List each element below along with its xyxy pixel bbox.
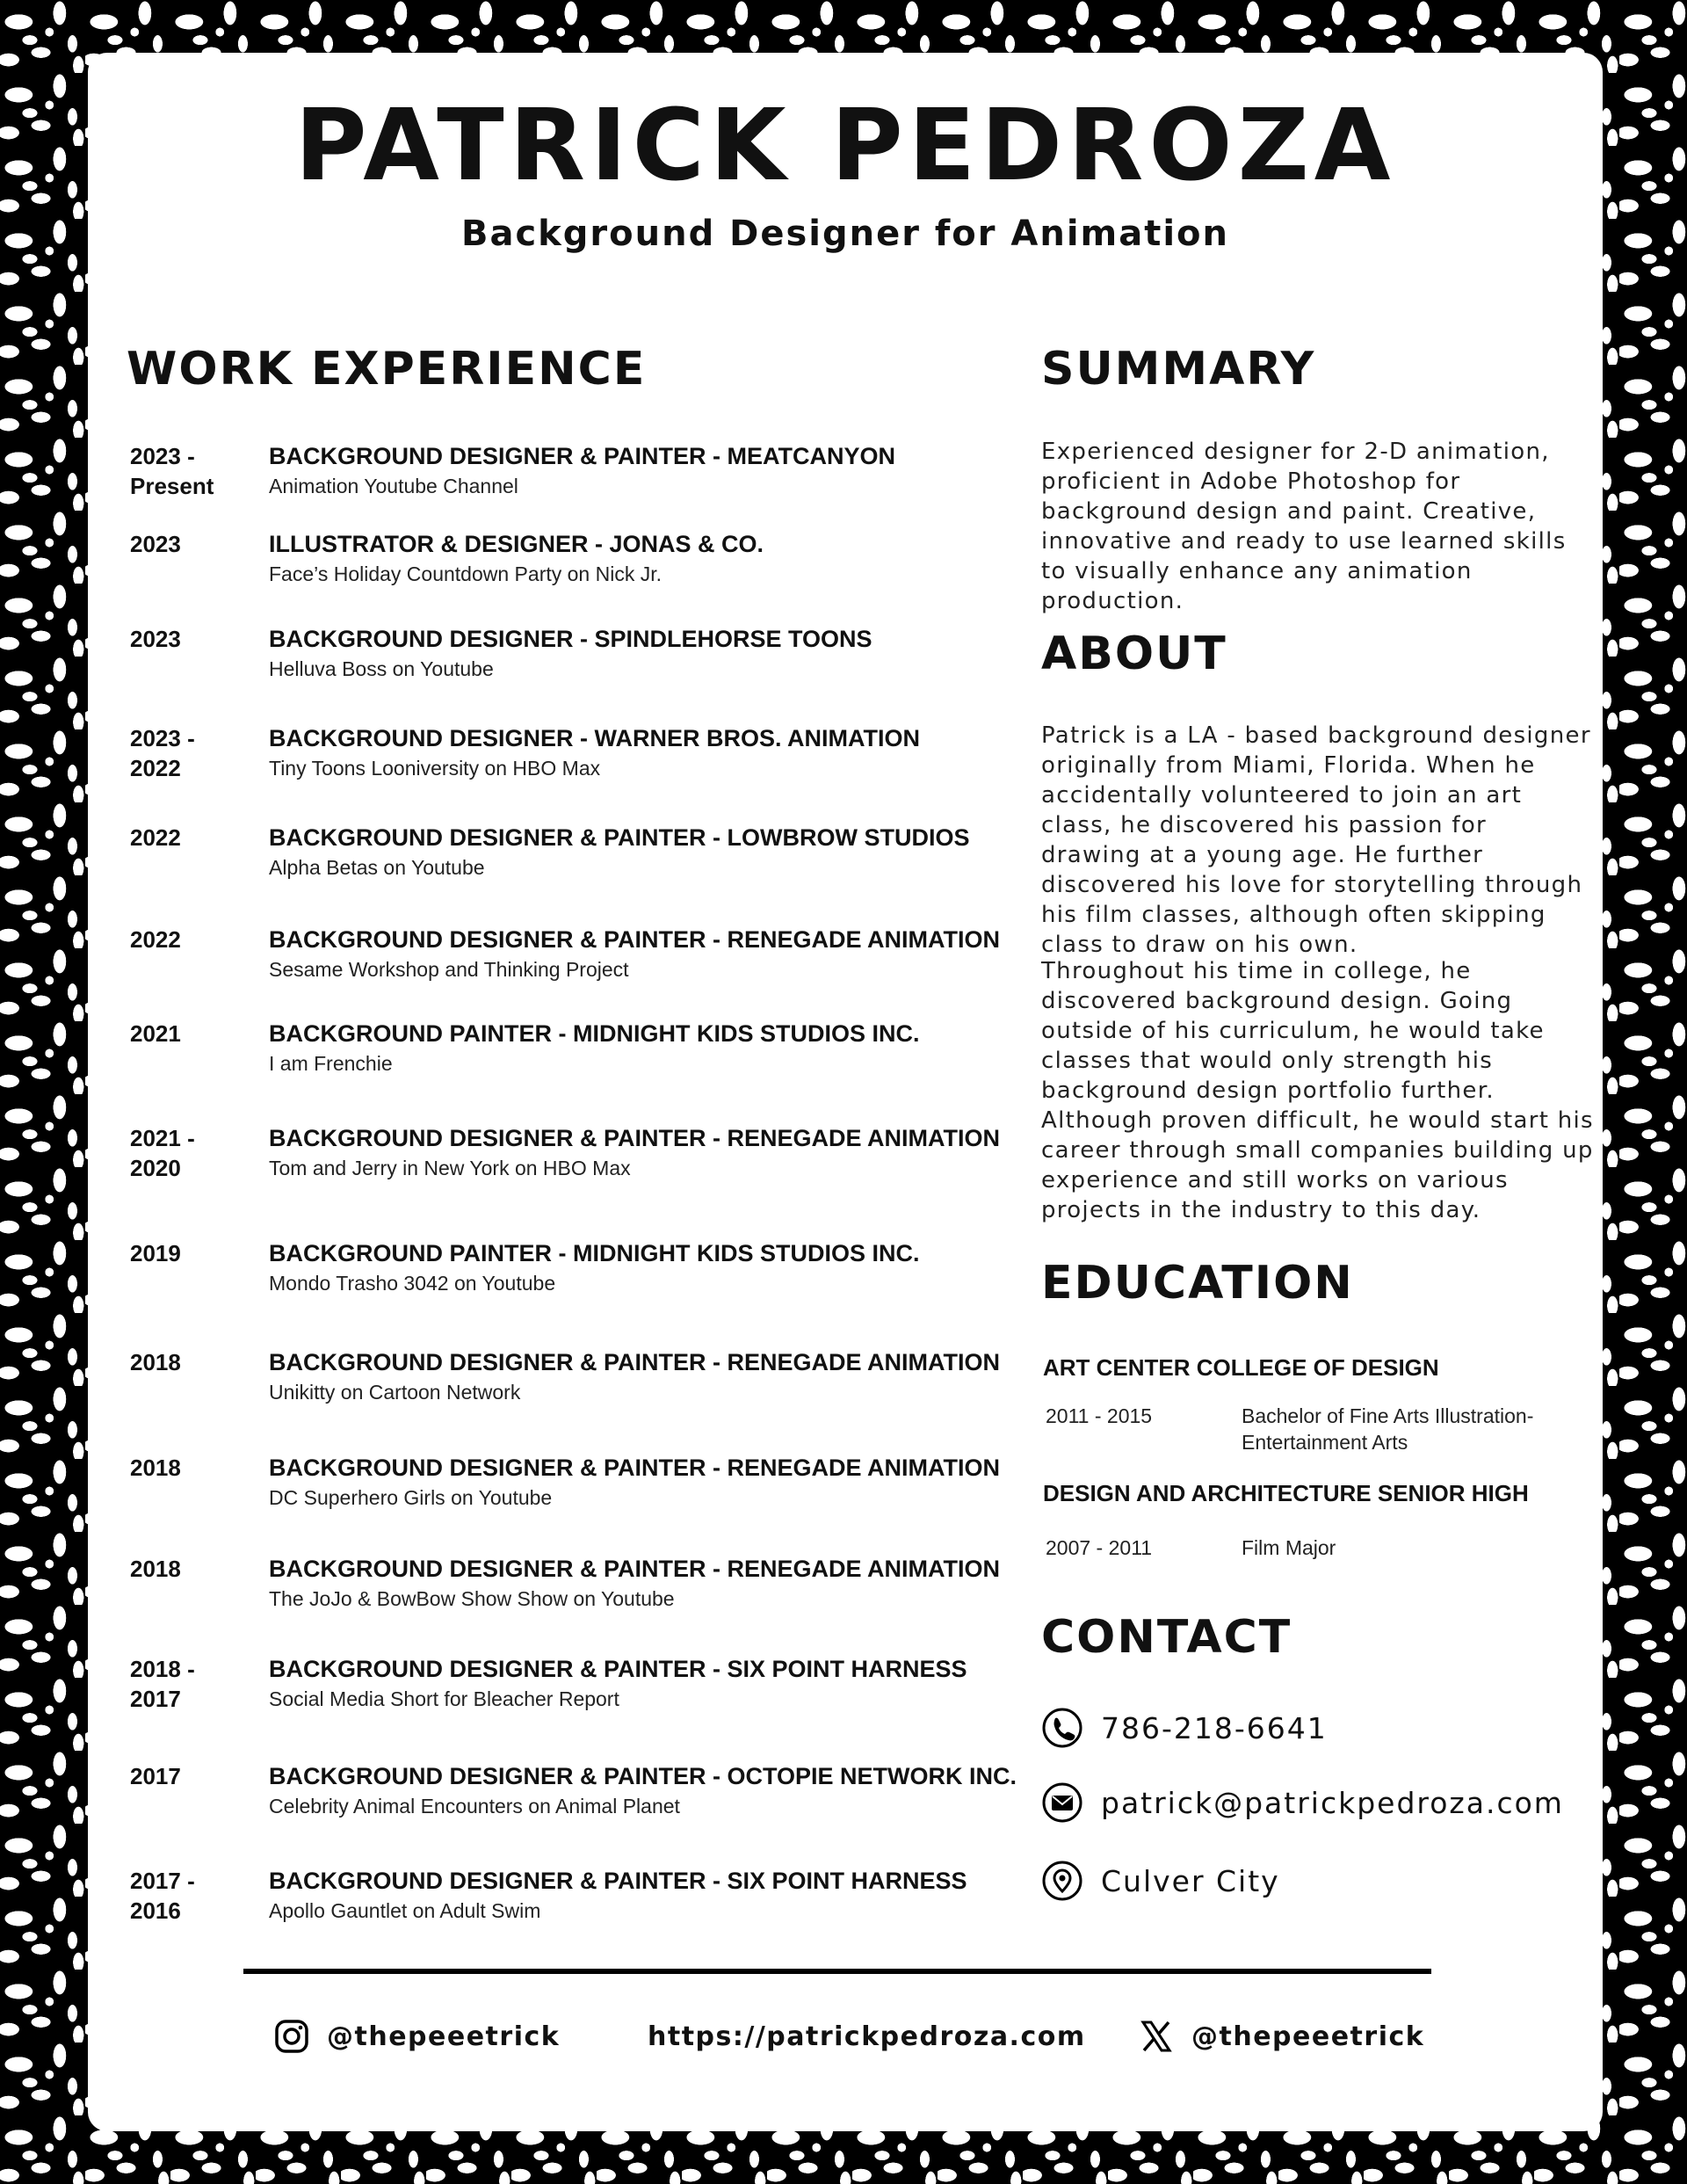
footer-x[interactable] xyxy=(1139,2015,1424,2057)
resume-page xyxy=(88,53,1603,2131)
job-project: Face’s Holiday Countdown Party on Nick Jr. xyxy=(269,562,662,585)
job-role: BACKGROUND PAINTER - MIDNIGHT KIDS STUDIOS INC. xyxy=(269,1240,920,1266)
contact-heading: CONTACT xyxy=(1041,1611,1292,1664)
job-years: 2017 - 2016 xyxy=(130,1868,195,1924)
job-role: ILLUSTRATOR & DESIGNER - JONAS & CO. xyxy=(269,531,764,557)
x-logo-icon xyxy=(1139,2019,1174,2054)
job-project: Mondo Trasho 3042 on Youtube xyxy=(269,1272,556,1295)
footer-divider xyxy=(243,1969,1431,1974)
job-project: Helluva Boss on Youtube xyxy=(269,657,494,680)
job-project: Apollo Gauntlet on Adult Swim xyxy=(269,1899,541,1922)
footer-website[interactable] xyxy=(648,2015,1086,2057)
job-years: 2017 xyxy=(130,1763,181,1789)
education-heading: EDUCATION xyxy=(1041,1257,1354,1310)
about-paragraph-1: Patrick is a LA - based background designer originally from Miami, Florida. When he accidentally volunteered to join an art class, he discovered his passion for drawing at a young age. He further discovered his love for storytelling through his film classes, although often skipping class to draw on his own. xyxy=(1041,722,1591,958)
instagram-icon xyxy=(274,2019,309,2054)
contact-email-text[interactable]: patrick@patrickpedroza.com xyxy=(1101,1785,1564,1820)
footer-instagram[interactable] xyxy=(274,2015,560,2057)
job-years: 2018 xyxy=(130,1455,181,1481)
about-paragraph-2: Throughout his time in college, he discovered background design. Going outside of his curriculum, he would take classes that would only strength his background design portfolio further. Although proven difficult, he would start his career through small companies building up experience and still works on various projects in the industry to this day. xyxy=(1041,958,1594,1223)
phone-icon xyxy=(1041,1707,1083,1749)
education-degree: Bachelor of Fine Arts Illustration-Entertainment Arts xyxy=(1242,1404,1534,1454)
school-name: DESIGN AND ARCHITECTURE SENIOR HIGH xyxy=(1043,1480,1529,1506)
job-project: Celebrity Animal Encounters on Animal Planet xyxy=(269,1795,680,1818)
job-role: BACKGROUND DESIGNER - WARNER BROS. ANIMATION xyxy=(269,725,920,751)
contact-email xyxy=(1041,1780,1564,1825)
candidate-title: Background Designer for Animation xyxy=(460,214,1230,254)
contact-location-text: Culver City xyxy=(1101,1863,1280,1898)
education-years: 2007 - 2011 xyxy=(1046,1536,1153,1559)
contact-location xyxy=(1041,1858,1280,1904)
job-role: BACKGROUND DESIGNER & PAINTER - RENEGADE ANIMATION xyxy=(269,1455,1001,1481)
job-years: 2021 xyxy=(130,1020,181,1047)
candidate-name: PATRICK PEDROZA xyxy=(294,89,1396,203)
job-years: 2018 - 2017 xyxy=(130,1656,195,1712)
x-handle[interactable]: @thepeeetrick xyxy=(1191,2021,1425,2052)
job-role: BACKGROUND DESIGNER & PAINTER - MEATCANYON xyxy=(269,443,896,469)
education-years: 2011 - 2015 xyxy=(1046,1404,1153,1427)
job-role: BACKGROUND DESIGNER & PAINTER - RENEGADE ANIMATION xyxy=(269,926,1001,953)
job-project: I am Frenchie xyxy=(269,1052,393,1075)
job-project: Tom and Jerry in New York on HBO Max xyxy=(269,1157,631,1179)
job-years: 2022 xyxy=(130,824,181,851)
job-role: BACKGROUND PAINTER - MIDNIGHT KIDS STUDIOS INC. xyxy=(269,1020,920,1047)
job-project: The JoJo & BowBow Show Show on Youtube xyxy=(269,1587,675,1610)
job-years: 2023 - Present xyxy=(130,443,214,499)
mail-icon xyxy=(1041,1781,1083,1824)
job-project: Tiny Toons Looniversity on HBO Max xyxy=(269,757,601,780)
job-years: 2021 - 2020 xyxy=(130,1125,195,1181)
job-role: BACKGROUND DESIGNER & PAINTER - RENEGADE ANIMATION xyxy=(269,1125,1001,1151)
education-degree: Film Major xyxy=(1242,1536,1336,1559)
work-experience-heading: WORK EXPERIENCE xyxy=(127,343,647,395)
job-project: Sesame Workshop and Thinking Project xyxy=(269,958,629,981)
instagram-handle[interactable]: @thepeeetrick xyxy=(327,2021,561,2052)
job-years: 2022 xyxy=(130,926,181,953)
job-role: BACKGROUND DESIGNER & PAINTER - SIX POINT HARNESS xyxy=(269,1656,967,1682)
job-years: 2018 xyxy=(130,1556,181,1582)
location-pin-icon xyxy=(1041,1860,1083,1902)
job-years: 2018 xyxy=(130,1349,181,1375)
job-project: Animation Youtube Channel xyxy=(269,475,518,497)
contact-phone xyxy=(1041,1705,1328,1751)
job-project: Alpha Betas on Youtube xyxy=(269,856,485,879)
job-project: Unikitty on Cartoon Network xyxy=(269,1381,521,1404)
job-role: BACKGROUND DESIGNER & PAINTER - RENEGADE ANIMATION xyxy=(269,1556,1001,1582)
job-role: BACKGROUND DESIGNER & PAINTER - SIX POINT HARNESS xyxy=(269,1868,967,1894)
job-project: DC Superhero Girls on Youtube xyxy=(269,1486,553,1509)
job-project: Social Media Short for Bleacher Report xyxy=(269,1687,619,1710)
summary-heading: SUMMARY xyxy=(1041,343,1316,395)
summary-text: Experienced designer for 2-D animation, proficient in Adobe Photoshop for background design and paint. Creative, innovative and ready to use learned skills to visually enhance any animation production. xyxy=(1041,439,1567,614)
contact-phone-text[interactable]: 786-218-6641 xyxy=(1101,1710,1328,1745)
website-link[interactable]: https://patrickpedroza.com xyxy=(648,2021,1086,2052)
job-years: 2023 xyxy=(130,531,181,557)
job-role: BACKGROUND DESIGNER - SPINDLEHORSE TOONS xyxy=(269,626,872,652)
job-role: BACKGROUND DESIGNER & PAINTER - OCTOPIE NETWORK INC. xyxy=(269,1763,1017,1789)
job-years: 2023 xyxy=(130,626,181,652)
job-role: BACKGROUND DESIGNER & PAINTER - RENEGADE ANIMATION xyxy=(269,1349,1001,1375)
about-heading: ABOUT xyxy=(1041,628,1227,680)
job-role: BACKGROUND DESIGNER & PAINTER - LOWBROW STUDIOS xyxy=(269,824,970,851)
job-years: 2023 - 2022 xyxy=(130,725,195,781)
job-years: 2019 xyxy=(130,1240,181,1266)
school-name: ART CENTER COLLEGE OF DESIGN xyxy=(1043,1354,1439,1381)
